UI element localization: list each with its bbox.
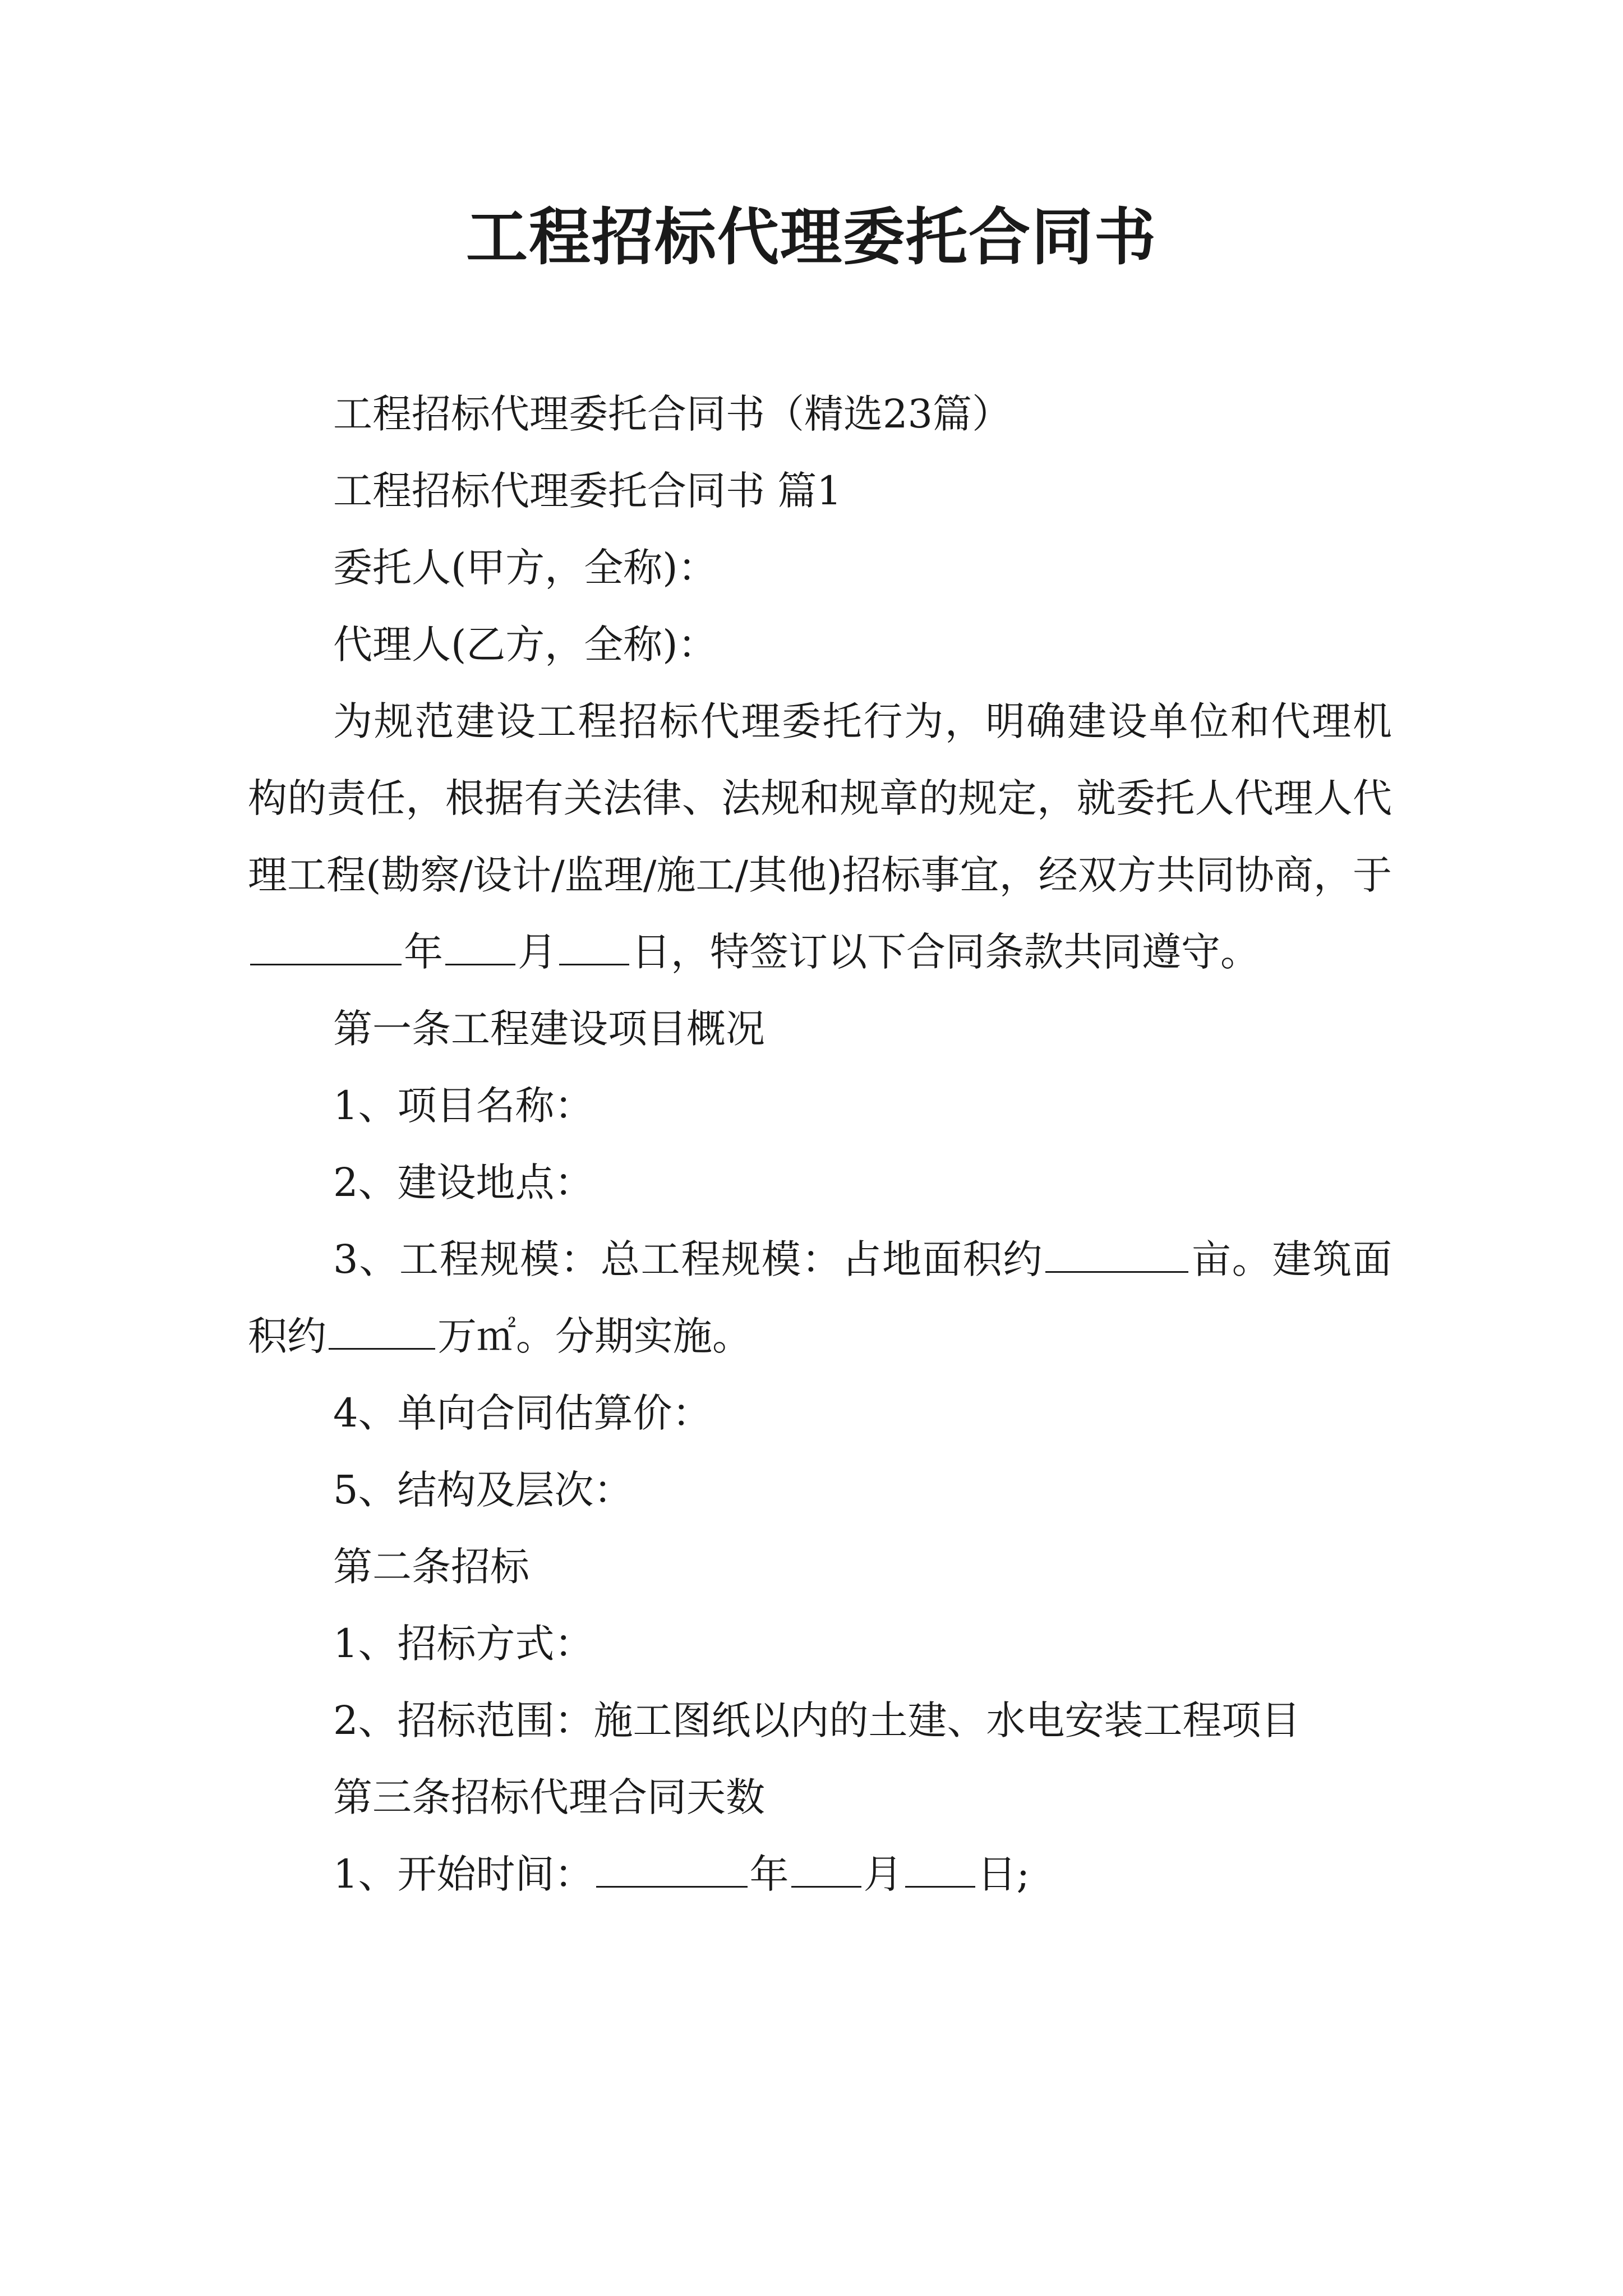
intro-month: 月 <box>518 929 557 975</box>
intro-text: 为规范建设工程招标代理委托行为，明确建设单位和代理机构的责任，根据有关法律、法规和规章的规定，就委托人代理人代理工程(勘察/设计/监理/施工/其他)招标事宜，经双方共同协商，于 <box>248 698 1392 898</box>
start-month-label: 月 <box>863 1851 903 1897</box>
item-3-text-b: 亩。建筑面积约 <box>248 1236 1392 1359</box>
article-3-heading: 第三条招标代理合同天数 <box>333 1774 765 1820</box>
start-year-blank <box>596 1853 748 1888</box>
article-3-item-1 <box>248 1836 1392 1913</box>
item-3-text-c: 万㎡。分期实施。 <box>437 1313 751 1359</box>
year-blank <box>250 931 402 965</box>
article-1-heading: 第一条工程建设项目概况 <box>333 1006 765 1052</box>
part-heading: 工程招标代理委托合同书 篇1 <box>333 468 842 514</box>
item-3-text-a: 3、工程规模：总工程规模：占地面积约 <box>333 1236 1044 1282</box>
intro-year: 年 <box>404 929 443 975</box>
land-area-blank <box>1045 1239 1188 1273</box>
article-1-item-1: 1、项目名称： <box>333 1083 594 1129</box>
intro-day-tail: 日，特签订以下合同条款共同遵守。 <box>631 929 1260 975</box>
start-year-label: 年 <box>749 1851 789 1897</box>
start-month-blank <box>791 1853 861 1888</box>
intro-paragraph <box>248 683 1392 991</box>
building-area-blank <box>329 1315 435 1350</box>
agent-line: 代理人(乙方，全称)： <box>333 622 717 668</box>
article-2-item-2: 2、招标范围：施工图纸以内的土建、水电安装工程项目 <box>333 1697 1301 1743</box>
document-body <box>248 376 1392 1913</box>
document-title: 工程招标代理委托合同书 <box>466 201 1157 273</box>
article-2-item-1: 1、招标方式： <box>333 1621 594 1667</box>
start-time-label: 1、开始时间： <box>333 1851 594 1897</box>
document-subtitle: 工程招标代理委托合同书（精选23篇） <box>333 391 1012 437</box>
article-1-item-5: 5、结构及层次： <box>333 1467 633 1513</box>
start-day-label: 日; <box>977 1851 1030 1897</box>
principal-line: 委托人(甲方，全称)： <box>333 545 717 591</box>
day-blank <box>559 931 629 965</box>
article-1-item-3 <box>248 1221 1392 1375</box>
article-1-item-2: 2、建设地点： <box>333 1159 594 1205</box>
article-1-item-4: 4、单向合同估算价： <box>333 1390 712 1436</box>
article-2-heading: 第二条招标 <box>333 1544 529 1590</box>
start-day-blank <box>905 1853 975 1888</box>
month-blank <box>445 931 515 965</box>
